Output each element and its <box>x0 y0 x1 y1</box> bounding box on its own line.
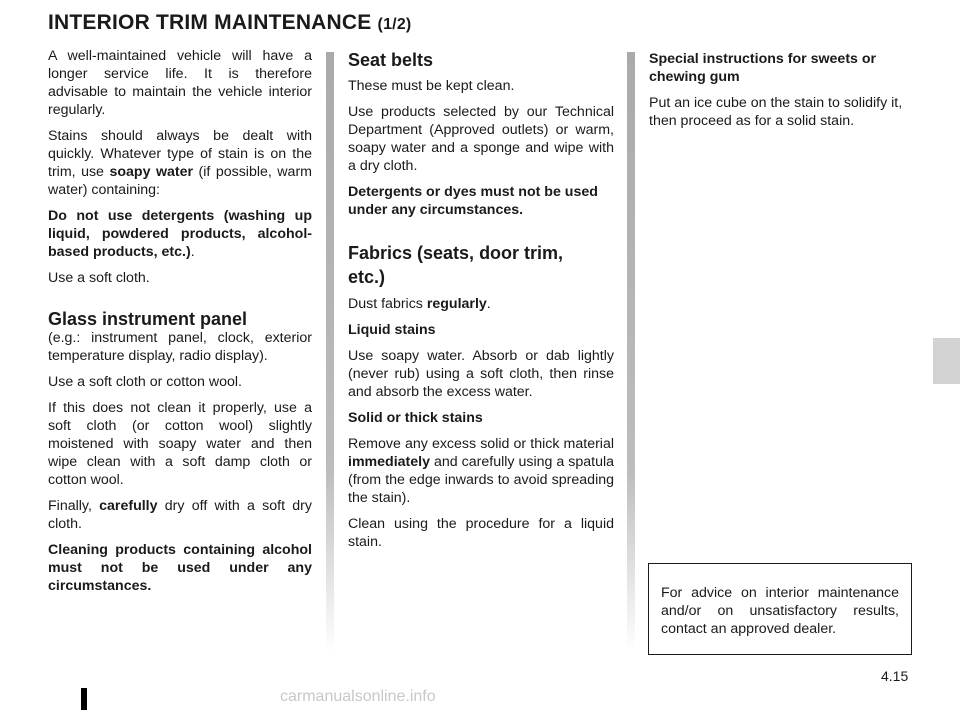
regularly-emphasis: regularly <box>426 296 487 312</box>
seat-belts-paragraph-2: Use products selected by our Technical Department (Approved outlets) or warm, soapy water and a sponge and wipe with a dry cloth. <box>348 104 614 174</box>
sweets-gum-text: Put an ice cube on the stain to solidify it, then proceed as for a solid stain. <box>649 95 903 129</box>
detergent-warning-text: Do not use detergents (washing up liquid, powdered products, alcohol-based products, etc.) <box>48 208 312 260</box>
carefully-emphasis: carefully <box>99 498 158 514</box>
soft-cloth-note: Use a soft cloth. <box>48 270 150 286</box>
watermark: carmanualsonline.info <box>280 688 436 705</box>
detergent-warning <box>48 207 312 261</box>
soapy-water-emphasis: soapy water <box>109 164 194 180</box>
finally-text-end: dry off with a soft dry cloth. <box>48 498 313 532</box>
detergent-warning-end: . <box>190 244 195 260</box>
column-middle <box>348 49 614 559</box>
glass-panel-instruction-2: If this does not clean it properly, use a soft cloth (or cotton wool) slightly moistened with soapy water and then wipe clean with a soft damp cloth or cotton wool. <box>48 400 312 488</box>
dust-text-end: . <box>486 296 491 312</box>
solid-text-end: and carefully using a spatula (from the edge inwards to avoid spreading the stain). <box>348 454 614 506</box>
finally-paragraph <box>48 497 312 533</box>
solid-stains-text <box>348 435 614 507</box>
title-text: INTERIOR TRIM MAINTENANCE <box>48 11 372 34</box>
liquid-stains-heading: Liquid stains <box>348 322 436 338</box>
glass-panel-subtitle: (e.g.: instrument panel, clock, exterior temperature display, radio display). <box>48 330 312 364</box>
seat-belts-paragraph-1: These must be kept clean. <box>348 78 515 94</box>
advice-box: For advice on interior maintenance and/or on unsatisfactory results, contact an approved dealer. <box>648 563 912 655</box>
liquid-stains-text: Use soapy water. Absorb or dab lightly (never rub) using a soft cloth, then rinse and absorb the excess water. <box>348 348 614 400</box>
glass-panel-heading: Glass instrument panel <box>48 309 248 329</box>
stains-text: Stains should always be dealt with quickly. Whatever type of stain is on the trim, use <box>48 128 312 180</box>
intro-paragraph: A well-maintained vehicle will have a longer service life. It is therefore advisable to maintain the vehicle interior regularly. <box>48 48 312 118</box>
glass-panel-instruction-1: Use a soft cloth or cotton wool. <box>48 374 242 390</box>
dust-fabrics-paragraph <box>348 295 614 313</box>
page-title <box>48 11 411 35</box>
dust-text: Dust fabrics <box>348 296 427 312</box>
sweets-gum-heading: Special instructions for sweets or chewing gum <box>649 51 877 85</box>
column-divider-right <box>627 52 635 652</box>
stains-paragraph <box>48 127 312 199</box>
seat-belts-warning: Detergents or dyes must not be used under any circumstances. <box>348 184 598 218</box>
clean-procedure-text: Clean using the procedure for a liquid stain. <box>348 516 614 550</box>
page-number: 4.15 <box>881 668 909 684</box>
solid-stains-heading: Solid or thick stains <box>348 410 483 426</box>
page-edge-mark <box>81 688 87 710</box>
solid-text: Remove any excess solid or thick material <box>348 436 614 452</box>
title-part: (1/2) <box>377 16 412 33</box>
column-left <box>48 47 312 603</box>
fabrics-heading: Fabrics (seats, door trim, etc.) <box>348 243 564 287</box>
immediately-emphasis: immediately <box>348 454 431 470</box>
section-tab-marker <box>933 338 960 384</box>
column-divider-left <box>326 52 334 652</box>
alcohol-warning: Cleaning products containing alcohol must not be used under any circumstances. <box>48 542 312 594</box>
stains-text-end: (if possible, warm water) containing: <box>48 164 312 198</box>
finally-text: Finally, <box>48 498 100 514</box>
column-right <box>649 50 915 138</box>
seat-belts-heading: Seat belts <box>348 50 434 70</box>
